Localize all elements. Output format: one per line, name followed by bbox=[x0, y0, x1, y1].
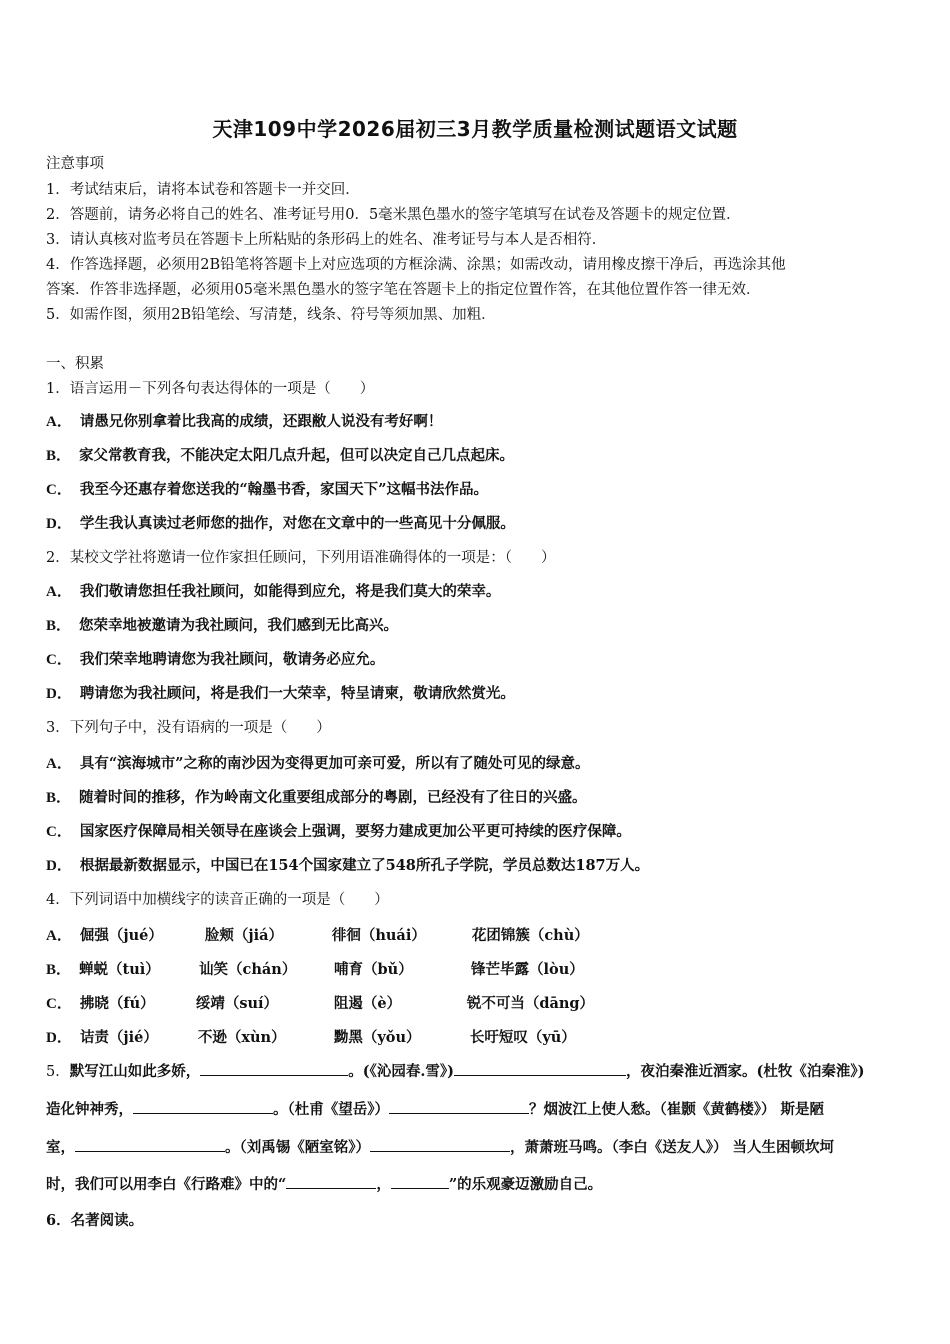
answer-blank[interactable] bbox=[286, 1174, 376, 1189]
question-stem: 3．下列句子中，没有语病的一项是（ ） bbox=[46, 720, 331, 736]
fill-line: 时，我们可以用李白《行路难》中的“ ， ”的乐观豪迈激励自己。 bbox=[46, 1176, 603, 1193]
fill-line: 造化钟神秀， 。（杜甫《望岳》） ？烟波江上使人愁。（崔颢《黄鹤楼》） 斯是陋 bbox=[46, 1101, 825, 1118]
answer-blank[interactable] bbox=[75, 1137, 225, 1152]
option-d: D． 学生我认真读过老师您的拙作，对您在文章中的一些高见十分佩服。 bbox=[46, 515, 515, 532]
notice-item: 4．作答选择题，必须用2B铅笔将答题卡上对应选项的方框涂满、涂黑；如需改动，请用橡皮擦干净后，再选涂其他 bbox=[46, 257, 786, 273]
question-stem: 1．语言运用－下列各句表达得体的一项是（ ） bbox=[46, 381, 375, 397]
option-b: B． 家父常教育我，不能决定太阳几点升起，但可以决定自己几点起床。 bbox=[46, 447, 515, 464]
option-a: A． 倔强（jué） 脸颊（jiá） 徘徊（huái） 花团锦簇（chù） bbox=[46, 927, 589, 944]
answer-blank[interactable] bbox=[133, 1099, 273, 1114]
notice-item: 2．答题前，请务必将自己的姓名、准考证号用0．5毫米黑色墨水的签字笔填写在试卷及答题卡的规定位置． bbox=[46, 207, 741, 223]
option-a: A． 请愚兄你别拿着比我高的成绩，还跟敝人说没有考好啊！ bbox=[46, 413, 443, 430]
notice-heading: 注意事项 bbox=[46, 156, 104, 172]
option-c: C． 拂晓（fú） 绥靖（suí） 阻遏（è） 锐不可当（dāng） bbox=[46, 995, 595, 1012]
section-heading: 一、积累 bbox=[46, 356, 104, 372]
fill-line: 5．默写江山如此多娇， 。(《沁园春.雪》) ，夜泊秦淮近酒家。(杜牧《泊秦淮》) bbox=[46, 1063, 865, 1080]
option-d: D． 聘请您为我社顾问，将是我们一大荣幸，特呈请柬，敬请欣然赏光。 bbox=[46, 685, 515, 702]
option-d: D． 诘责（jié） 不逊（xùn） 黝黑（yǒu） 长吁短叹（yū） bbox=[46, 1029, 576, 1046]
option-c: C． 我们荣幸地聘请您为我社顾问，敬请务必应允。 bbox=[46, 651, 385, 668]
option-c: C． 我至今还惠存着您送我的“翰墨书香，家国天下”这幅书法作品。 bbox=[46, 481, 489, 498]
option-b: B． 随着时间的推移，作为岭南文化重要组成部分的粤剧，已经没有了往日的兴盛。 bbox=[46, 789, 587, 806]
notice-item: 3．请认真核对监考员在答题卡上所粘贴的条形码上的姓名、准考证号与本人是否相符． bbox=[46, 232, 607, 248]
option-b: B． 蝉蜕（tuì） 讪笑（chán） 哺育（bǔ） 锋芒毕露（lòu） bbox=[46, 961, 584, 978]
answer-blank[interactable] bbox=[391, 1174, 449, 1189]
option-b: B． 您荣幸地被邀请为我社顾问，我们感到无比高兴。 bbox=[46, 617, 399, 634]
question-stem: 6．名著阅读。 bbox=[46, 1212, 144, 1229]
notice-item: 1．考试结束后，请将本试卷和答题卡一并交回． bbox=[46, 182, 360, 198]
notice-item: 答案．作答非选择题，必须用05毫米黑色墨水的签字笔在答题卡上的指定位置作答，在其他位置作答一律无效． bbox=[46, 282, 761, 298]
page-title: 天津109中学2026届初三3月教学质量检测试题语文试题 bbox=[212, 117, 738, 141]
answer-blank[interactable] bbox=[389, 1099, 529, 1114]
option-a: A． 我们敬请您担任我社顾问，如能得到应允，将是我们莫大的荣幸。 bbox=[46, 583, 501, 600]
option-c: C． 国家医疗保障局相关领导在座谈会上强调，要努力建成更加公平更可持续的医疗保障。 bbox=[46, 823, 631, 840]
question-stem: 4．下列词语中加横线字的读音正确的一项是（ ） bbox=[46, 892, 389, 908]
answer-blank[interactable] bbox=[200, 1061, 348, 1076]
answer-blank[interactable] bbox=[370, 1137, 510, 1152]
question-stem: 2．某校文学社将邀请一位作家担任顾问，下列用语准确得体的一项是：（ ） bbox=[46, 550, 556, 566]
fill-line: 室， 。（刘禹锡《陋室铭》） ，萧萧班马鸣。（李白《送友人》） 当人生困顿坎坷 bbox=[46, 1139, 835, 1156]
notice-item: 5．如需作图，须用2B铅笔绘、写清楚，线条、符号等须加黑、加粗． bbox=[46, 307, 496, 323]
option-a: A． 具有“滨海城市”之称的南沙因为变得更加可亲可爱，所以有了随处可见的绿意。 bbox=[46, 755, 590, 772]
option-d: D． 根据最新数据显示，中国已在154个国家建立了548所孔子学院，学员总数达187万人。 bbox=[46, 857, 650, 874]
answer-blank[interactable] bbox=[454, 1061, 626, 1076]
